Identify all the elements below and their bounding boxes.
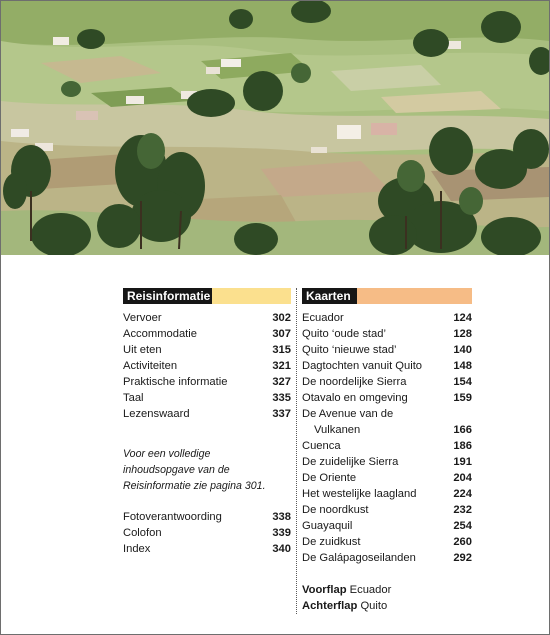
toc-entry-label: Praktische informatie [123, 376, 228, 388]
map-entry[interactable] [302, 470, 472, 486]
toc-entry[interactable] [123, 509, 291, 525]
map-entry-page: 154 [453, 376, 472, 388]
toc-entry-label: Taal [123, 392, 144, 404]
flap-map: Ecuador [349, 584, 392, 596]
toc-entry[interactable] [123, 390, 291, 406]
map-entry[interactable] [302, 550, 472, 566]
map-entry-page: 140 [453, 344, 472, 356]
toc-entry-page: 339 [272, 527, 291, 539]
map-entry-label: Cuenca [302, 440, 341, 452]
toc-entry-page: 337 [272, 408, 291, 420]
map-entry-label: De zuidelijke Sierra [302, 456, 399, 468]
toc-entry-label: Colofon [123, 527, 162, 539]
reisinformatie-list [123, 310, 291, 422]
map-entry-label [302, 406, 432, 438]
map-entry[interactable] [302, 534, 472, 550]
map-entry-page: 232 [453, 504, 472, 516]
toc-entry[interactable] [123, 326, 291, 342]
map-entry[interactable] [302, 518, 472, 534]
map-entry-page: 292 [453, 552, 472, 564]
toc-entry-label: Index [123, 543, 151, 555]
toc-entry-page: 302 [272, 312, 291, 324]
reisinformatie-section [123, 288, 291, 557]
map-entry-label: Quito ‘nieuwe stad’ [302, 344, 397, 356]
reisinformatie-header [123, 288, 291, 304]
toc-entry-label: Uit eten [123, 344, 162, 356]
flap-entry[interactable] [302, 598, 472, 614]
extra-list [123, 509, 291, 557]
toc-entry-label: Activiteiten [123, 360, 178, 372]
map-entry[interactable] [302, 358, 472, 374]
map-entry-page: 166 [453, 424, 472, 436]
column-divider [296, 288, 297, 614]
toc-entry[interactable] [123, 541, 291, 557]
map-entry[interactable] [302, 342, 472, 358]
section-heading: Reisinformatie [123, 288, 212, 304]
toc-entry[interactable] [123, 310, 291, 326]
map-entry-label: De noordelijke Sierra [302, 376, 407, 388]
flap-map: Quito [360, 600, 388, 612]
map-entry[interactable] [302, 454, 472, 470]
flap-list [302, 582, 472, 614]
toc-entry[interactable] [123, 374, 291, 390]
toc-entry-page: 315 [272, 344, 291, 356]
map-entry-page: 124 [453, 312, 472, 324]
toc-note: Voor een volledige inhoudsopgave van de Reisinformatie zie pagina 301. [123, 448, 266, 492]
toc-entry-label: Fotoverantwoording [123, 511, 222, 523]
map-entry-label: De zuidkust [302, 536, 361, 548]
map-entry-label: Het westelijke laagland [302, 488, 417, 500]
map-entry-label-line2: Vulkanen [314, 424, 361, 436]
toc-entry-page: 327 [272, 376, 291, 388]
kaarten-section [302, 288, 472, 614]
toc-entry-label: Accommodatie [123, 328, 197, 340]
map-entry-page: 191 [453, 456, 472, 468]
kaarten-header [302, 288, 472, 304]
map-entry[interactable] [302, 486, 472, 502]
map-entry-label: De Oriente [302, 472, 357, 484]
map-entry-page: 254 [453, 520, 472, 532]
map-entry-label: Ecuador [302, 312, 344, 324]
toc-entry-page: 321 [272, 360, 291, 372]
map-entry-label: Dagtochten vanuit Quito [302, 360, 423, 372]
toc-entry[interactable] [123, 358, 291, 374]
map-entry-page: 204 [453, 472, 472, 484]
toc-entry-page: 338 [272, 511, 291, 523]
map-entry-page: 148 [453, 360, 472, 372]
map-entry-label: De Galápagoseilanden [302, 552, 416, 564]
toc-entry-label: Lezenswaard [123, 408, 190, 420]
map-entry-page: 224 [453, 488, 472, 500]
landscape-photo [1, 1, 549, 255]
toc-entry[interactable] [123, 525, 291, 541]
map-entry-page: 159 [453, 392, 472, 404]
toc-entry-page: 340 [272, 543, 291, 555]
toc-entry[interactable] [123, 342, 291, 358]
section-heading: Kaarten [302, 288, 357, 304]
map-entry-label-line1: De Avenue van de [302, 408, 394, 420]
map-entry[interactable] [302, 502, 472, 518]
map-entry[interactable] [302, 326, 472, 342]
map-entry-label: De noordkust [302, 504, 369, 516]
map-entry-label: Quito ‘oude stad’ [302, 328, 386, 340]
toc-entry-page: 335 [272, 392, 291, 404]
flap-entry[interactable] [302, 582, 472, 598]
flap-label: Achterflap [302, 600, 358, 612]
map-entry-page: 128 [453, 328, 472, 340]
toc-entry-label: Vervoer [123, 312, 162, 324]
map-entry[interactable] [302, 374, 472, 390]
map-entry-page: 186 [453, 440, 472, 452]
map-entry-page: 260 [453, 536, 472, 548]
map-entry-label: Otavalo en omgeving [302, 392, 408, 404]
toc-entry[interactable] [123, 406, 291, 422]
toc-entry-page: 307 [272, 328, 291, 340]
flap-label: Voorflap [302, 584, 347, 596]
map-entry-label: Guayaquil [302, 520, 353, 532]
map-entry[interactable] [302, 406, 472, 438]
map-entry[interactable] [302, 438, 472, 454]
kaarten-list [302, 310, 472, 566]
map-entry[interactable] [302, 390, 472, 406]
map-entry[interactable] [302, 310, 472, 326]
